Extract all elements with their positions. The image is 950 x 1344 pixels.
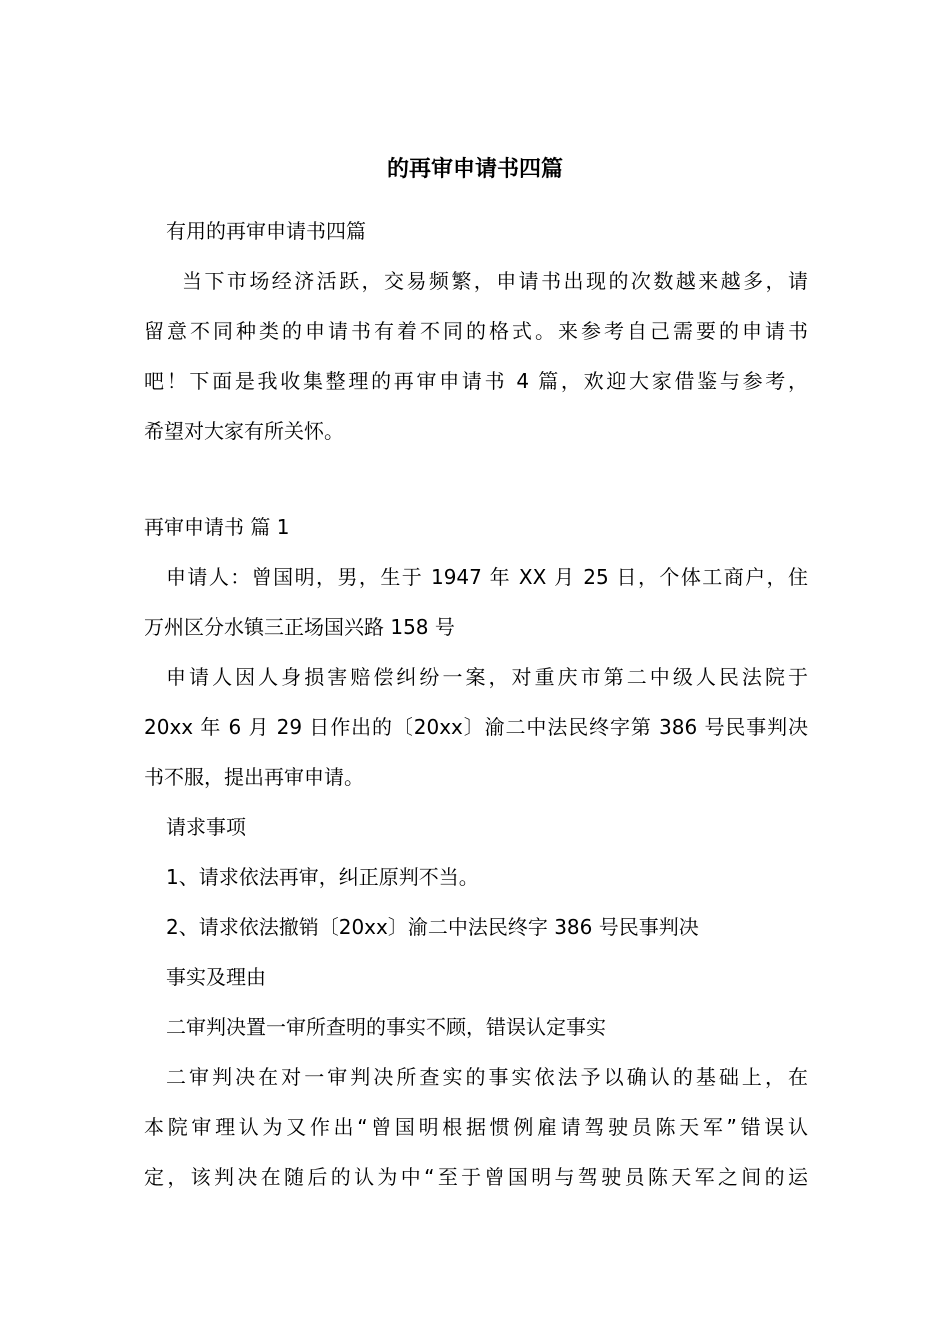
list-item: 1、请求依法再审，纠正原判不当。 <box>166 865 479 889</box>
paragraph-line: 20xx 年 6 月 29 日作出的〔20xx〕渝二中法民终字第 386 号民事判决 <box>144 715 808 739</box>
paragraph-line: 当下市场经济活跃，交易频繁，申请书出现的次数越来越多，请 <box>182 269 808 293</box>
document-title: 的再审申请书四篇 <box>386 157 563 182</box>
paragraph-line: 留意不同种类的申请书有着不同的格式。来参考自己需要的申请书 <box>144 319 808 343</box>
paragraph-line: 书不服，提出再审申请。 <box>144 765 364 789</box>
section-heading: 请求事项 <box>166 815 246 839</box>
paragraph-line: 希望对大家有所关怀。 <box>144 419 344 443</box>
subtitle-line: 有用的再审申请书四篇 <box>166 219 366 243</box>
paragraph-line: 二审判决置一审所查明的事实不顾，错误认定事实 <box>166 1015 606 1039</box>
paragraph-line: 万州区分水镇三正场国兴路 158 号 <box>144 615 455 639</box>
document-body <box>144 206 808 1202</box>
list-item: 2、请求依法撤销〔20xx〕渝二中法民终字 386 号民事判决 <box>166 915 699 939</box>
paragraph-line: 本院审理认为又作出“曾国明根据惯例雇请驾驶员陈天军”错误认 <box>144 1115 808 1139</box>
paragraph-line: 申请人：曾国明，男，生于 1947 年 XX 月 25 日，个体工商户，住 <box>166 565 808 589</box>
section-heading: 事实及理由 <box>166 965 266 989</box>
paragraph-line: 定，该判决在随后的认为中“至于曾国明与驾驶员陈天军之间的运 <box>144 1165 808 1189</box>
section-heading: 再审申请书 篇 1 <box>144 515 290 539</box>
section-gap <box>144 456 808 502</box>
paragraph-line: 二审判决在对一审判决所查实的事实依法予以确认的基础上，在 <box>166 1065 808 1089</box>
paragraph-line: 吧！下面是我收集整理的再审申请书 4 篇，欢迎大家借鉴与参考， <box>144 369 808 393</box>
paragraph-line: 申请人因人身损害赔偿纠纷一案，对重庆市第二中级人民法院于 <box>166 665 808 689</box>
